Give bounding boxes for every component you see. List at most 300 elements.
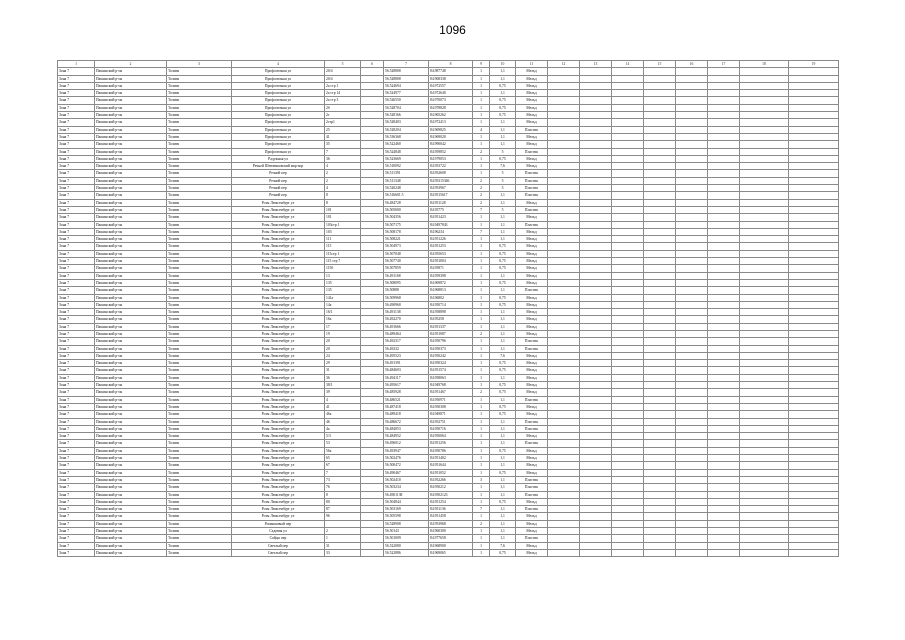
table-cell bbox=[361, 148, 384, 155]
table-cell bbox=[708, 528, 740, 535]
column-number: 9 bbox=[473, 61, 490, 68]
table-row bbox=[58, 185, 839, 192]
table-cell bbox=[612, 155, 644, 162]
table-cell bbox=[740, 97, 789, 104]
table-cell: Мельд bbox=[516, 228, 548, 235]
table-cell: Розы Люксембург ул bbox=[232, 236, 325, 243]
table-cell: 1 bbox=[473, 90, 490, 97]
table-cell bbox=[361, 345, 384, 352]
table-cell: 1,1 bbox=[490, 90, 516, 97]
table-cell: 1 bbox=[473, 243, 490, 250]
table-cell bbox=[789, 309, 839, 316]
table-cell bbox=[361, 367, 384, 374]
table-cell bbox=[612, 272, 644, 279]
table-cell: 1 bbox=[473, 323, 490, 330]
table-cell: Зона 7 bbox=[58, 484, 95, 491]
table-cell: Толмач bbox=[167, 185, 232, 192]
table-cell: Зона 7 bbox=[58, 155, 95, 162]
table-cell: Зона 7 bbox=[58, 352, 95, 359]
table-cell bbox=[644, 535, 676, 542]
table-cell: 56.491168 bbox=[384, 272, 429, 279]
table-cell bbox=[612, 228, 644, 235]
table-cell bbox=[740, 338, 789, 345]
table-cell bbox=[361, 272, 384, 279]
table-cell: Пластик bbox=[516, 148, 548, 155]
table-cell bbox=[580, 316, 612, 323]
table-cell bbox=[580, 265, 612, 272]
table-cell bbox=[789, 462, 839, 469]
table-cell: Пашинский р-он bbox=[95, 221, 167, 228]
table-cell: 0,75 bbox=[490, 360, 516, 367]
table-cell: Зона 7 bbox=[58, 185, 95, 192]
table-cell: 84.968338 bbox=[429, 75, 473, 82]
table-cell bbox=[548, 389, 580, 396]
table-cell bbox=[612, 177, 644, 184]
table-cell bbox=[708, 425, 740, 432]
table-cell: 20/4 bbox=[325, 75, 361, 82]
table-cell: 84.987748 bbox=[429, 68, 473, 75]
table-cell bbox=[708, 469, 740, 476]
table-cell: Зона 7 bbox=[58, 440, 95, 447]
table-cell: 56.507859 bbox=[384, 265, 429, 272]
table-cell: 1 bbox=[473, 462, 490, 469]
table-cell bbox=[548, 506, 580, 513]
table-cell bbox=[548, 455, 580, 462]
table-cell: 1 bbox=[473, 294, 490, 301]
table-cell bbox=[708, 549, 740, 556]
table-cell: Пашинский р-он bbox=[95, 491, 167, 498]
table-cell: 1,1 bbox=[490, 345, 516, 352]
table-cell bbox=[612, 141, 644, 148]
column-number: 11 bbox=[516, 61, 548, 68]
table-cell: 84.950064 bbox=[429, 433, 473, 440]
table-cell: Толмач bbox=[167, 228, 232, 235]
table-cell: Толмач bbox=[167, 469, 232, 476]
table-cell bbox=[612, 330, 644, 337]
table-cell bbox=[676, 389, 708, 396]
table-cell: 2 bbox=[473, 520, 490, 527]
table-cell: Розы Люксембург ул bbox=[232, 330, 325, 337]
table-row bbox=[58, 455, 839, 462]
table-cell: Пластик bbox=[516, 535, 548, 542]
table-cell bbox=[676, 279, 708, 286]
table-cell bbox=[612, 316, 644, 323]
table-cell bbox=[361, 258, 384, 265]
table-cell bbox=[580, 506, 612, 513]
table-cell: 1,1 bbox=[490, 126, 516, 133]
table-cell: Зона 7 bbox=[58, 243, 95, 250]
table-cell bbox=[708, 447, 740, 454]
table-cell bbox=[708, 301, 740, 308]
table-cell bbox=[676, 177, 708, 184]
table-row bbox=[58, 170, 839, 177]
table-cell bbox=[644, 206, 676, 213]
table-cell: Зона 7 bbox=[58, 119, 95, 126]
table-cell bbox=[789, 221, 839, 228]
table-cell bbox=[548, 243, 580, 250]
table-cell bbox=[580, 148, 612, 155]
table-cell bbox=[612, 513, 644, 520]
table-cell bbox=[676, 206, 708, 213]
table-cell: 84.951254 bbox=[429, 498, 473, 505]
table-cell: 56.523669 bbox=[384, 155, 429, 162]
table-cell: Зона 7 bbox=[58, 68, 95, 75]
table-cell bbox=[612, 396, 644, 403]
table-cell: Мельд bbox=[516, 112, 548, 119]
table-cell: Мельд bbox=[516, 352, 548, 359]
table-cell: Пластик bbox=[516, 206, 548, 213]
table-cell bbox=[548, 440, 580, 447]
table-cell: 56.50143 bbox=[384, 528, 429, 535]
table-cell: Зона 7 bbox=[58, 506, 95, 513]
table-cell bbox=[676, 112, 708, 119]
table-cell bbox=[612, 119, 644, 126]
table-cell: Мельд bbox=[516, 528, 548, 535]
table-cell: Толмач bbox=[167, 294, 232, 301]
table-cell bbox=[740, 82, 789, 89]
table-cell: Мельд bbox=[516, 68, 548, 75]
table-cell: Профсоюзная ул bbox=[232, 75, 325, 82]
table-cell: 84.950324 bbox=[429, 360, 473, 367]
table-cell bbox=[676, 316, 708, 323]
table-cell bbox=[580, 112, 612, 119]
table-cell: Мельд bbox=[516, 309, 548, 316]
table-cell bbox=[676, 345, 708, 352]
table-cell: Толмач bbox=[167, 287, 232, 294]
table-cell bbox=[548, 411, 580, 418]
table-cell: Мельд bbox=[516, 411, 548, 418]
table-cell: Розы Люксембург ул bbox=[232, 214, 325, 221]
table-cell: Мельд bbox=[516, 243, 548, 250]
table-cell: 84.96802 bbox=[429, 294, 473, 301]
table-cell bbox=[676, 447, 708, 454]
table-cell: 84.951402 bbox=[429, 455, 473, 462]
table-cell: 1 bbox=[473, 360, 490, 367]
table-cell: 56.504973 bbox=[384, 243, 429, 250]
table-cell bbox=[580, 484, 612, 491]
table-cell: Толмач bbox=[167, 403, 232, 410]
table-cell: Толмач bbox=[167, 338, 232, 345]
table-cell bbox=[708, 265, 740, 272]
table-cell: 0,75 bbox=[490, 498, 516, 505]
table-cell: Пашинский р-он bbox=[95, 82, 167, 89]
table-cell: 8 bbox=[325, 192, 361, 199]
table-cell: 56.528204 bbox=[384, 126, 429, 133]
table-cell bbox=[789, 498, 839, 505]
table-cell: Профсоюзная ул bbox=[232, 82, 325, 89]
table-cell bbox=[740, 535, 789, 542]
table-cell bbox=[548, 447, 580, 454]
table-cell: 1 bbox=[473, 163, 490, 170]
table-cell bbox=[740, 323, 789, 330]
table-cell bbox=[708, 82, 740, 89]
table-cell bbox=[789, 141, 839, 148]
table-cell bbox=[548, 199, 580, 206]
table-cell: Речной пер bbox=[232, 185, 325, 192]
table-cell: Пластик bbox=[516, 418, 548, 425]
table-cell: 2стр1 bbox=[325, 119, 361, 126]
table-cell bbox=[676, 535, 708, 542]
table-cell: Толмач bbox=[167, 236, 232, 243]
table-cell: 7 bbox=[473, 506, 490, 513]
table-cell bbox=[740, 68, 789, 75]
table-cell: 56.489418 bbox=[384, 411, 429, 418]
table-cell: Розы Люксембург ул bbox=[232, 287, 325, 294]
table-cell bbox=[740, 367, 789, 374]
table-cell: 1 bbox=[473, 484, 490, 491]
table-cell: 56.504844 bbox=[384, 498, 429, 505]
table-cell: Пашинский р-он bbox=[95, 330, 167, 337]
table-cell bbox=[361, 535, 384, 542]
table-cell: Мельд bbox=[516, 163, 548, 170]
table-cell: 84.950716 bbox=[429, 425, 473, 432]
table-cell: 76 bbox=[325, 484, 361, 491]
table-cell: Пашинский р-он bbox=[95, 323, 167, 330]
table-cell: 1 bbox=[473, 418, 490, 425]
table-cell: 56.509968 bbox=[384, 294, 429, 301]
table-cell bbox=[789, 177, 839, 184]
table-cell: 1,1 bbox=[490, 214, 516, 221]
table-cell: Зона 7 bbox=[58, 279, 95, 286]
table-cell bbox=[580, 126, 612, 133]
table-cell bbox=[708, 163, 740, 170]
table-cell bbox=[740, 214, 789, 221]
table-cell bbox=[612, 440, 644, 447]
table-cell bbox=[789, 360, 839, 367]
table-cell bbox=[548, 258, 580, 265]
table-cell bbox=[580, 528, 612, 535]
table-cell bbox=[789, 294, 839, 301]
table-cell bbox=[644, 418, 676, 425]
table-cell bbox=[612, 126, 644, 133]
table-cell: 84.953722 bbox=[429, 163, 473, 170]
table-cell bbox=[361, 498, 384, 505]
table-cell bbox=[361, 382, 384, 389]
table-cell: Пластик bbox=[516, 440, 548, 447]
table-cell: 1 bbox=[473, 528, 490, 535]
table-cell bbox=[676, 163, 708, 170]
table-cell bbox=[740, 411, 789, 418]
table-cell bbox=[789, 155, 839, 162]
table-cell: 84.9502123 bbox=[429, 491, 473, 498]
table-cell bbox=[708, 484, 740, 491]
table-cell: Пашинский р-он bbox=[95, 243, 167, 250]
table-cell bbox=[361, 199, 384, 206]
table-cell: Пашинский р-он bbox=[95, 90, 167, 97]
table-cell: Толмач bbox=[167, 382, 232, 389]
table-cell bbox=[612, 185, 644, 192]
table-cell bbox=[548, 367, 580, 374]
table-cell: 56.524977 bbox=[384, 90, 429, 97]
table-cell: 2а стр 1 bbox=[325, 82, 361, 89]
table-cell bbox=[580, 214, 612, 221]
table-cell bbox=[644, 506, 676, 513]
table-cell: Пашинский р-он bbox=[95, 425, 167, 432]
table-cell bbox=[740, 528, 789, 535]
table-cell bbox=[548, 272, 580, 279]
table-cell bbox=[740, 236, 789, 243]
table-cell: Пашинский р-он bbox=[95, 542, 167, 549]
table-cell bbox=[789, 148, 839, 155]
table-cell bbox=[708, 498, 740, 505]
table-cell: Зона 7 bbox=[58, 170, 95, 177]
table-cell: Пашинский р-он bbox=[95, 520, 167, 527]
table-cell: Розы Люксембург ул bbox=[232, 243, 325, 250]
table-cell bbox=[708, 506, 740, 513]
table-cell: Розы Люксембург ул bbox=[232, 506, 325, 513]
table-cell bbox=[361, 338, 384, 345]
table-cell bbox=[676, 462, 708, 469]
table-cell bbox=[740, 272, 789, 279]
table-row bbox=[58, 279, 839, 286]
table-cell bbox=[548, 433, 580, 440]
table-cell: 5 bbox=[490, 148, 516, 155]
table-cell: 1,1 bbox=[490, 316, 516, 323]
table-cell: 84.972557 bbox=[429, 82, 473, 89]
table-cell bbox=[789, 112, 839, 119]
table-cell: Розы Люксембург ул bbox=[232, 221, 325, 228]
table-cell bbox=[676, 228, 708, 235]
table-cell: Толмач bbox=[167, 352, 232, 359]
table-row bbox=[58, 309, 839, 316]
table-cell bbox=[644, 455, 676, 462]
table-cell bbox=[580, 433, 612, 440]
table-row bbox=[58, 389, 839, 396]
table-cell bbox=[548, 68, 580, 75]
table-cell: 0,75 bbox=[490, 469, 516, 476]
table-cell bbox=[740, 520, 789, 527]
table-cell bbox=[708, 389, 740, 396]
table-cell: 84.955653 bbox=[429, 250, 473, 257]
table-cell: 1 bbox=[473, 498, 490, 505]
table-cell: Мельд bbox=[516, 542, 548, 549]
table-cell bbox=[644, 141, 676, 148]
table-cell: 111 bbox=[325, 236, 361, 243]
table-cell: 56.507048 bbox=[384, 250, 429, 257]
table-cell: 56.528403 bbox=[384, 119, 429, 126]
table-cell bbox=[708, 228, 740, 235]
table-row bbox=[58, 542, 839, 549]
table-cell: 1 bbox=[473, 97, 490, 104]
table-cell: 56.507740 bbox=[384, 258, 429, 265]
table-cell: Сайды пер bbox=[232, 535, 325, 542]
table-cell: Толмач bbox=[167, 309, 232, 316]
table-cell: Пашинский р-он bbox=[95, 294, 167, 301]
table-cell: 84.950373 bbox=[429, 345, 473, 352]
table-cell bbox=[548, 330, 580, 337]
table-cell: 14а bbox=[325, 301, 361, 308]
table-cell bbox=[325, 520, 361, 527]
table-cell bbox=[580, 498, 612, 505]
table-cell bbox=[612, 484, 644, 491]
table-cell bbox=[644, 396, 676, 403]
table-cell: 39 bbox=[325, 389, 361, 396]
table-cell bbox=[361, 506, 384, 513]
table-cell bbox=[612, 447, 644, 454]
table-cell bbox=[612, 360, 644, 367]
table-cell bbox=[676, 170, 708, 177]
table-cell bbox=[676, 330, 708, 337]
table-cell: 1,1 bbox=[490, 338, 516, 345]
table-cell: Мельд bbox=[516, 382, 548, 389]
table-cell bbox=[548, 513, 580, 520]
table-cell bbox=[612, 214, 644, 221]
table-cell bbox=[644, 68, 676, 75]
table-cell bbox=[789, 104, 839, 111]
table-cell: 24 bbox=[325, 352, 361, 359]
table-cell bbox=[548, 396, 580, 403]
table-cell bbox=[361, 411, 384, 418]
table-cell: 56.484053 bbox=[384, 425, 429, 432]
table-cell bbox=[789, 301, 839, 308]
column-number: 14 bbox=[612, 61, 644, 68]
table-cell: Толмач bbox=[167, 520, 232, 527]
table-cell bbox=[580, 440, 612, 447]
table-cell: 1,1 bbox=[490, 476, 516, 483]
table-cell: Зона 7 bbox=[58, 382, 95, 389]
table-cell: Розы Люксембург ул bbox=[232, 316, 325, 323]
table-cell: Зона 7 bbox=[58, 228, 95, 235]
table-cell: 56.508178 bbox=[384, 228, 429, 235]
table-cell: Толмач bbox=[167, 177, 232, 184]
table-cell bbox=[644, 476, 676, 483]
table-cell: Розы Люксембург ул bbox=[232, 309, 325, 316]
table-cell: Пашинский р-он bbox=[95, 506, 167, 513]
table-row bbox=[58, 498, 839, 505]
table-cell bbox=[676, 411, 708, 418]
table-cell: 1 bbox=[325, 535, 361, 542]
table-cell: Розы Люксембург ул bbox=[232, 374, 325, 381]
table-cell: Пашинский р-он bbox=[95, 258, 167, 265]
table-cell bbox=[580, 455, 612, 462]
table-cell bbox=[740, 389, 789, 396]
table-cell bbox=[361, 309, 384, 316]
table-cell bbox=[361, 425, 384, 432]
column-number: 17 bbox=[708, 61, 740, 68]
table-cell: 56.491666 bbox=[384, 323, 429, 330]
table-cell bbox=[612, 433, 644, 440]
table-cell bbox=[789, 97, 839, 104]
table-cell bbox=[612, 411, 644, 418]
table-row bbox=[58, 141, 839, 148]
table-row bbox=[58, 104, 839, 111]
table-cell: 56.524694 bbox=[384, 82, 429, 89]
table-cell: Пластик bbox=[516, 506, 548, 513]
table-cell: Зона 7 bbox=[58, 301, 95, 308]
table-cell: 84.968900 bbox=[429, 542, 473, 549]
table-cell: 84.950714 bbox=[429, 301, 473, 308]
table-cell bbox=[644, 258, 676, 265]
table-cell: 56.494117 bbox=[384, 374, 429, 381]
table-cell bbox=[548, 469, 580, 476]
table-cell bbox=[789, 374, 839, 381]
table-cell: Мельд bbox=[516, 520, 548, 527]
table-cell: Толмач bbox=[167, 214, 232, 221]
table-cell bbox=[361, 287, 384, 294]
table-cell bbox=[548, 82, 580, 89]
table-cell: Толмач bbox=[167, 345, 232, 352]
table-cell bbox=[361, 206, 384, 213]
table-cell: Пашинский р-он bbox=[95, 403, 167, 410]
table-row bbox=[58, 330, 839, 337]
table-cell bbox=[708, 177, 740, 184]
table-row bbox=[58, 192, 839, 199]
table-cell bbox=[548, 287, 580, 294]
table-cell: Зона 7 bbox=[58, 549, 95, 556]
table-row bbox=[58, 97, 839, 104]
table-cell bbox=[676, 236, 708, 243]
table-cell: Толмач bbox=[167, 192, 232, 199]
